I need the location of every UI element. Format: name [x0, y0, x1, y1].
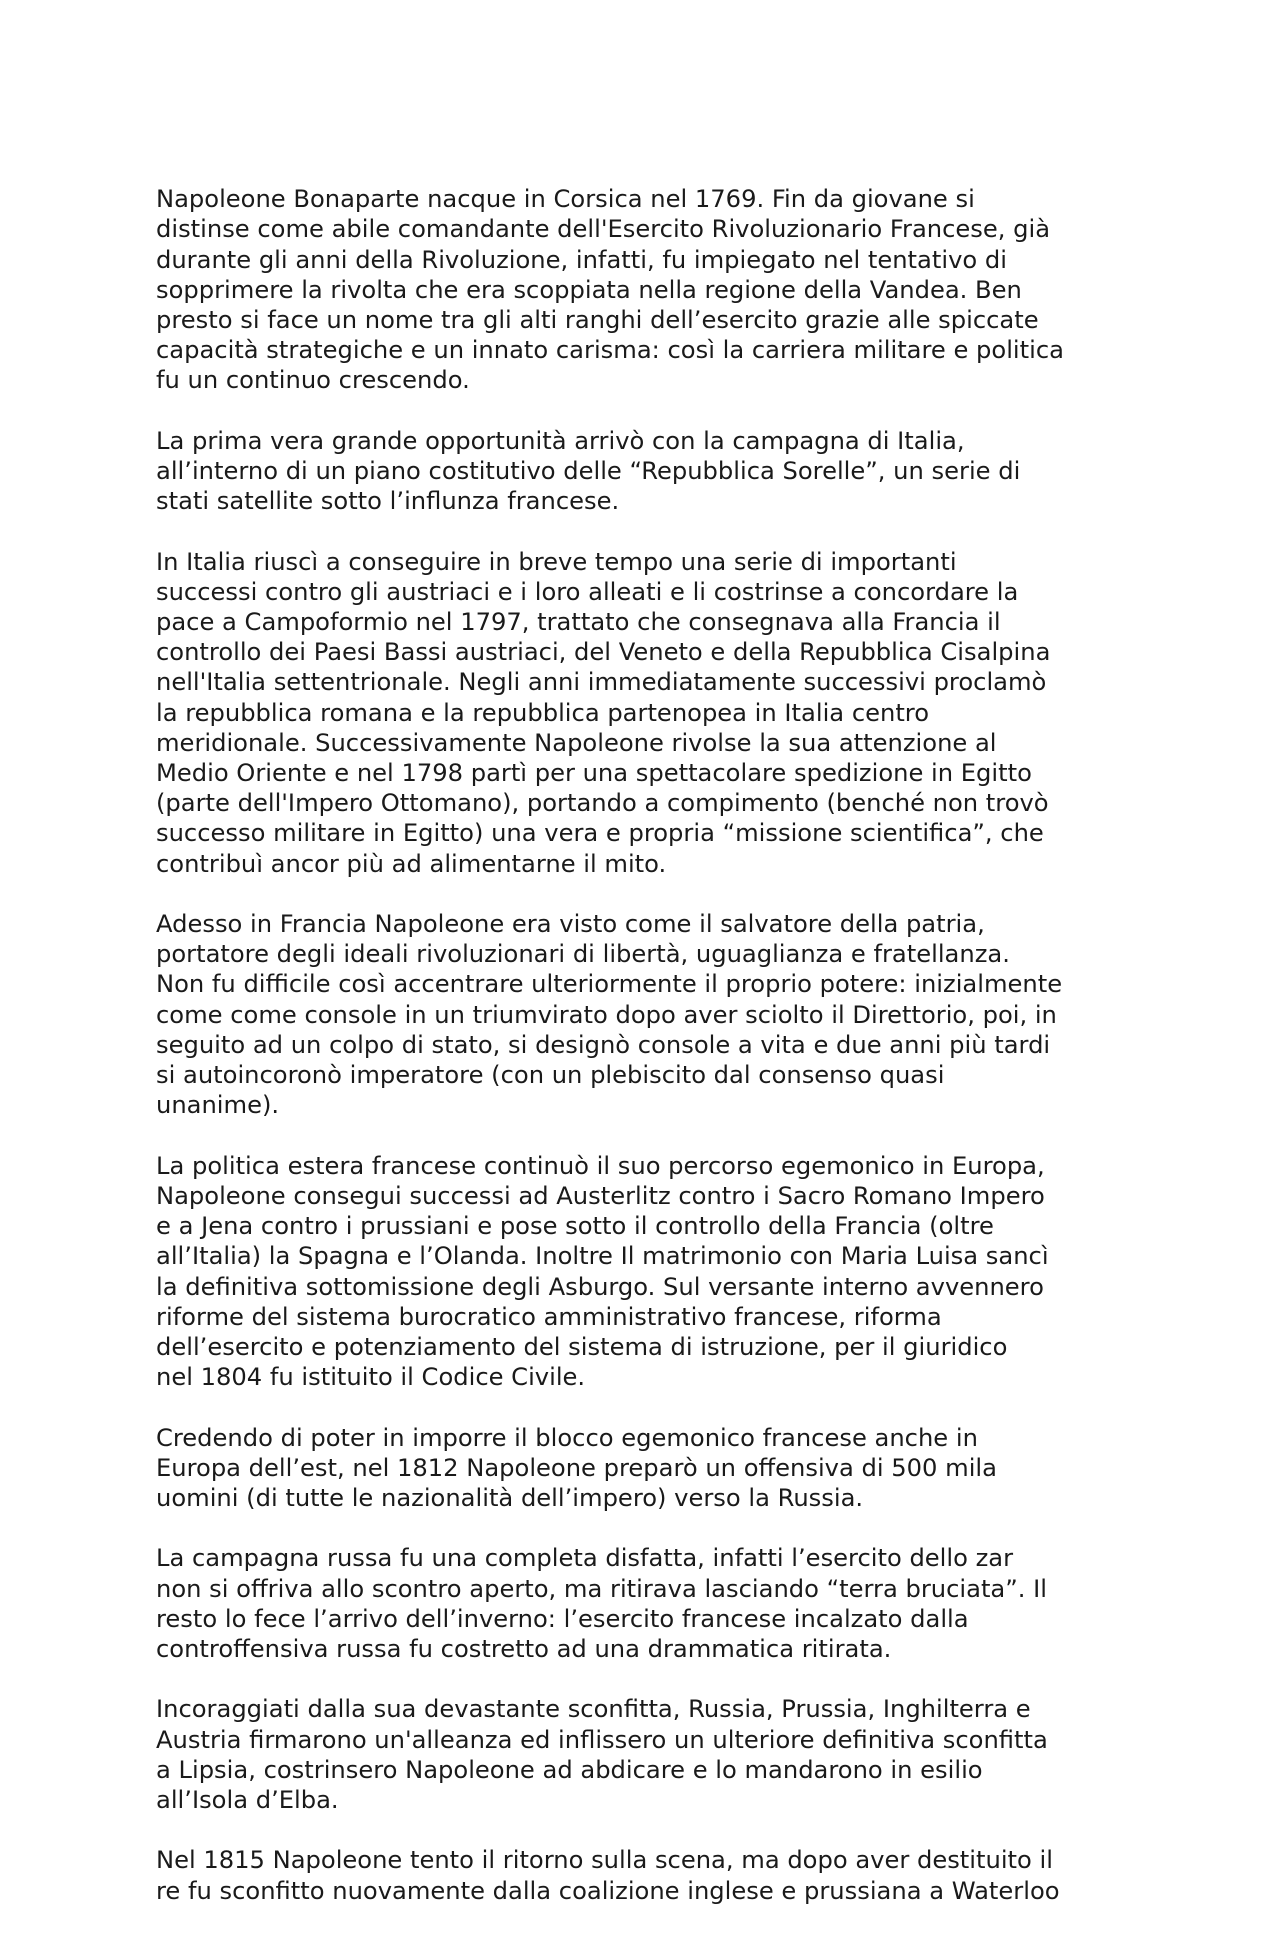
paragraph-rise-to-power: Adesso in Francia Napoleone era visto come il salvatore della patria, portatore degli ideali rivoluzionari di libertà, uguaglianza e fratellanza. Non fu difficile così accentrare ulteriormente il proprio potere: inizialmente come come console in un triumvirato dopo aver sciolto il Direttorio, poi, in seguito ad un colpo di stato, si designò console a vita e due anni più tardi si autoincoronò imperatore (con un plebiscito dal consenso quasi unanime). [156, 910, 1063, 1120]
paragraph-russia-offensive: Credendo di poter in imporre il blocco egemonico francese anche in Europa dell’est, nel 1812 Napoleone preparò un offensiva di 500 mila uomini (di tutte le nazionalità dell’impero) verso la Russia. [156, 1423, 997, 1512]
document-page [156, 154, 1136, 1936]
paragraph-italian-campaign-intro: La prima vera grande opportunità arrivò con la campagna di Italia, all’interno di un piano costitutivo delle “Repubblica Sorelle”, un serie di stati satellite sotto l’influnza francese. [156, 426, 1021, 516]
paragraph-russian-campaign: La campagna russa fu una completa disfatta, infatti l’esercito dello zar non si offriva allo scontro aperto, ma ritirava lasciando “terra bruciata”. Il resto lo fece l’arrivo dell’inverno: l’esercito francese incalzato dalla controffensiva russa fu costretto ad una drammatica ritirata. [156, 1544, 1048, 1663]
paragraph-leipzig-exile: Incoraggiati dalla sua devastante sconfitta, Russia, Prussia, Inghilterra e Austria firmarono un'alleanza ed inflissero un ulteriore definitiva sconfitta a Lipsia, costrinsero Napoleone ad abdicare e lo mandarono in esilio all’Isola d’Elba. [156, 1695, 1048, 1814]
paragraph-italy-egypt: In Italia riuscì a conseguire in breve tempo una serie di importanti successi contro gli austriaci e i loro alleati e li costrinse a concordare la pace a Campoformio nel 1797, trattato che consegnava alla Francia il controllo dei Paesi Bassi austriaci, del Veneto e della Repubblica Cisalpina nell'Italia settentrionale. Negli anni immediatamente successivi proclamò la repubblica romana e la repubblica partenopea in Italia centro meridionale. Successivamente Napoleone rivolse la sua attenzione al Medio Oriente e nel 1798 partì per una spettacolare spedizione in Egitto (parte dell'Impero Ottomano), portando a compimento (benché non trovò successo militare in Egitto) una vera e propria “missione scientifica”, che contribuì ancor più ad alimentarne il mito. [156, 547, 1051, 878]
paragraph-waterloo: Nel 1815 Napoleone tento il ritorno sulla scena, ma dopo aver destituito il re fu sconfitto nuovamente dalla coalizione inglese e prussiana a Waterloo [156, 1846, 1060, 1905]
paragraph-foreign-policy-reforms: La politica estera francese continuò il suo percorso egemonico in Europa, Napoleone consegui successi ad Austerlitz contro i Sacro Romano Impero e a Jena contro i prussiani e pose sotto il controllo della Francia (oltre all’Italia) la Spagna e l’Olanda. Inoltre Il matrimonio con Maria Luisa sancì la definitiva sottomissione degli Asburgo. Sul versante interno avvennero riforme del sistema burocratico amministrativo francese, riforma dell’esercito e potenziamento del sistema di istruzione, per il giuridico nel 1804 fu istituito il Codice Civile. [156, 1151, 1049, 1392]
paragraph-birth-early-career: Napoleone Bonaparte nacque in Corsica nel 1769. Fin da giovane si distinse come abile comandante dell'Esercito Rivoluzionario Francese, già durante gli anni della Rivoluzione, infatti, fu impiegato nel tentativo di sopprimere la rivolta che era scoppiata nella regione della Vandea. Ben presto si face un nome tra gli alti ranghi dell’esercito grazie alle spiccate capacità strategiche e un innato carisma: così la carriera militare e politica fu un continuo crescendo. [156, 185, 1064, 395]
